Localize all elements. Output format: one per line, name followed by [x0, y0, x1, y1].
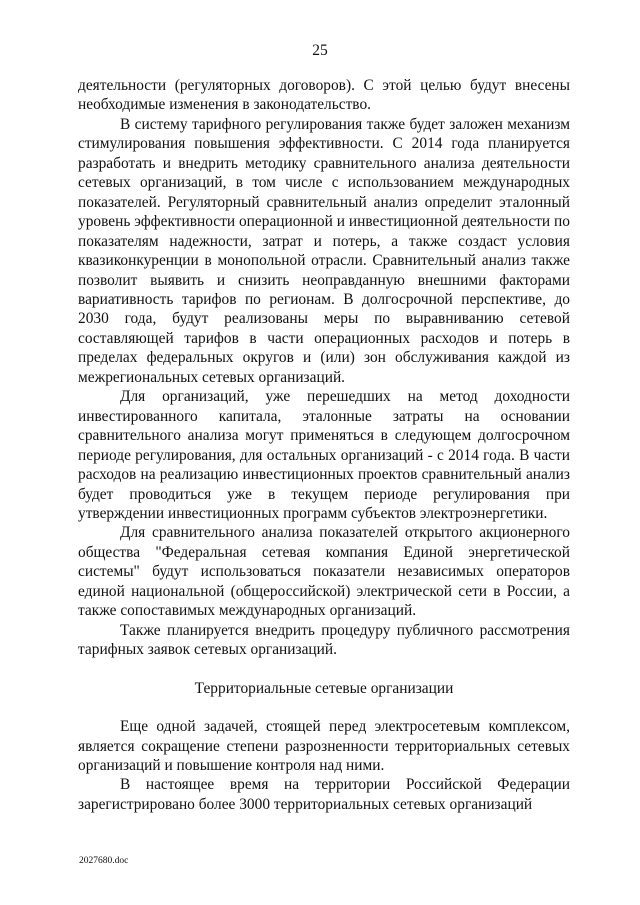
paragraph-public-review: Также планируется внедрить процедуру публичного рассмотрения тарифных заявок сетевых организаций. — [78, 621, 570, 659]
paragraph-benchmark-costs: Для организаций, уже перешедших на метод доходности инвестированного капитала, эталонные затраты на основании сравнительного анализа могут применяться в следующем долгосрочном периоде регулирования, для остальных организаций - с 2014 года. В части расходов на реализацию инвестиционных проектов сравнительный анализ будет проводиться уже в текущем периоде регулирования при утверждении инвестиционных программ субъектов электроэнергетики. — [78, 388, 570, 522]
footer-document-id: 2027680.doc — [79, 856, 129, 866]
paragraph-fragmentation: Еще одной задачей, стоящей перед электросетевым комплексом, является сокращение степени разрозненности территориальных сетевых организаций и повышение контроля над ними. — [78, 718, 570, 774]
document-body — [78, 76, 570, 814]
section-heading: Территориальные сетевые организации — [194, 679, 454, 697]
paragraph-fsk-comparison: Для сравнительного анализа показателей открытого акционерного общества "Федеральная сетевая компания Единой энергетической системы" будут использоваться показатели независимых операторов единой национальной (общероссийской) электрической сети в России, а также сопоставимых международных организаций. — [78, 524, 570, 620]
paragraph-efficiency-mechanism: В систему тарифного регулирования также будет заложен механизм стимулирования повышения эффективности. С 2014 года планируется разработать и внедрить методику сравнительного анализа деятельности сетевых организаций, в том числе с использованием международных показателей. Регуляторный сравнительный анализ определит эталонный уровень эффективности операционной и инвестиционной деятельности по показателям надежности, затрат и потерь, а также создаст условия квазиконкуренции в монопольной отрасли. Сравнительный анализ также позволит выявить и снизить неоправданную внешними факторами вариативность тарифов по регионам. В долгосрочной перспективе, до 2030 года, будут реализованы меры по выравниванию сетевой составляющей тарифов в части операционных расходов и потерь в пределах федеральных округов и (или) зон обслуживания каждой из межрегиональных сетевых организаций. — [78, 115, 570, 386]
page-number: 25 — [312, 42, 328, 59]
paragraph-registered-organizations: В настоящее время на территории Российской Федерации зарегистрировано более 3000 территориальных сетевых организаций — [78, 776, 570, 813]
paragraph-continuation: деятельности (регуляторных договоров). С этой целью будут внесены необходимые изменения в законодательство. — [78, 77, 570, 114]
